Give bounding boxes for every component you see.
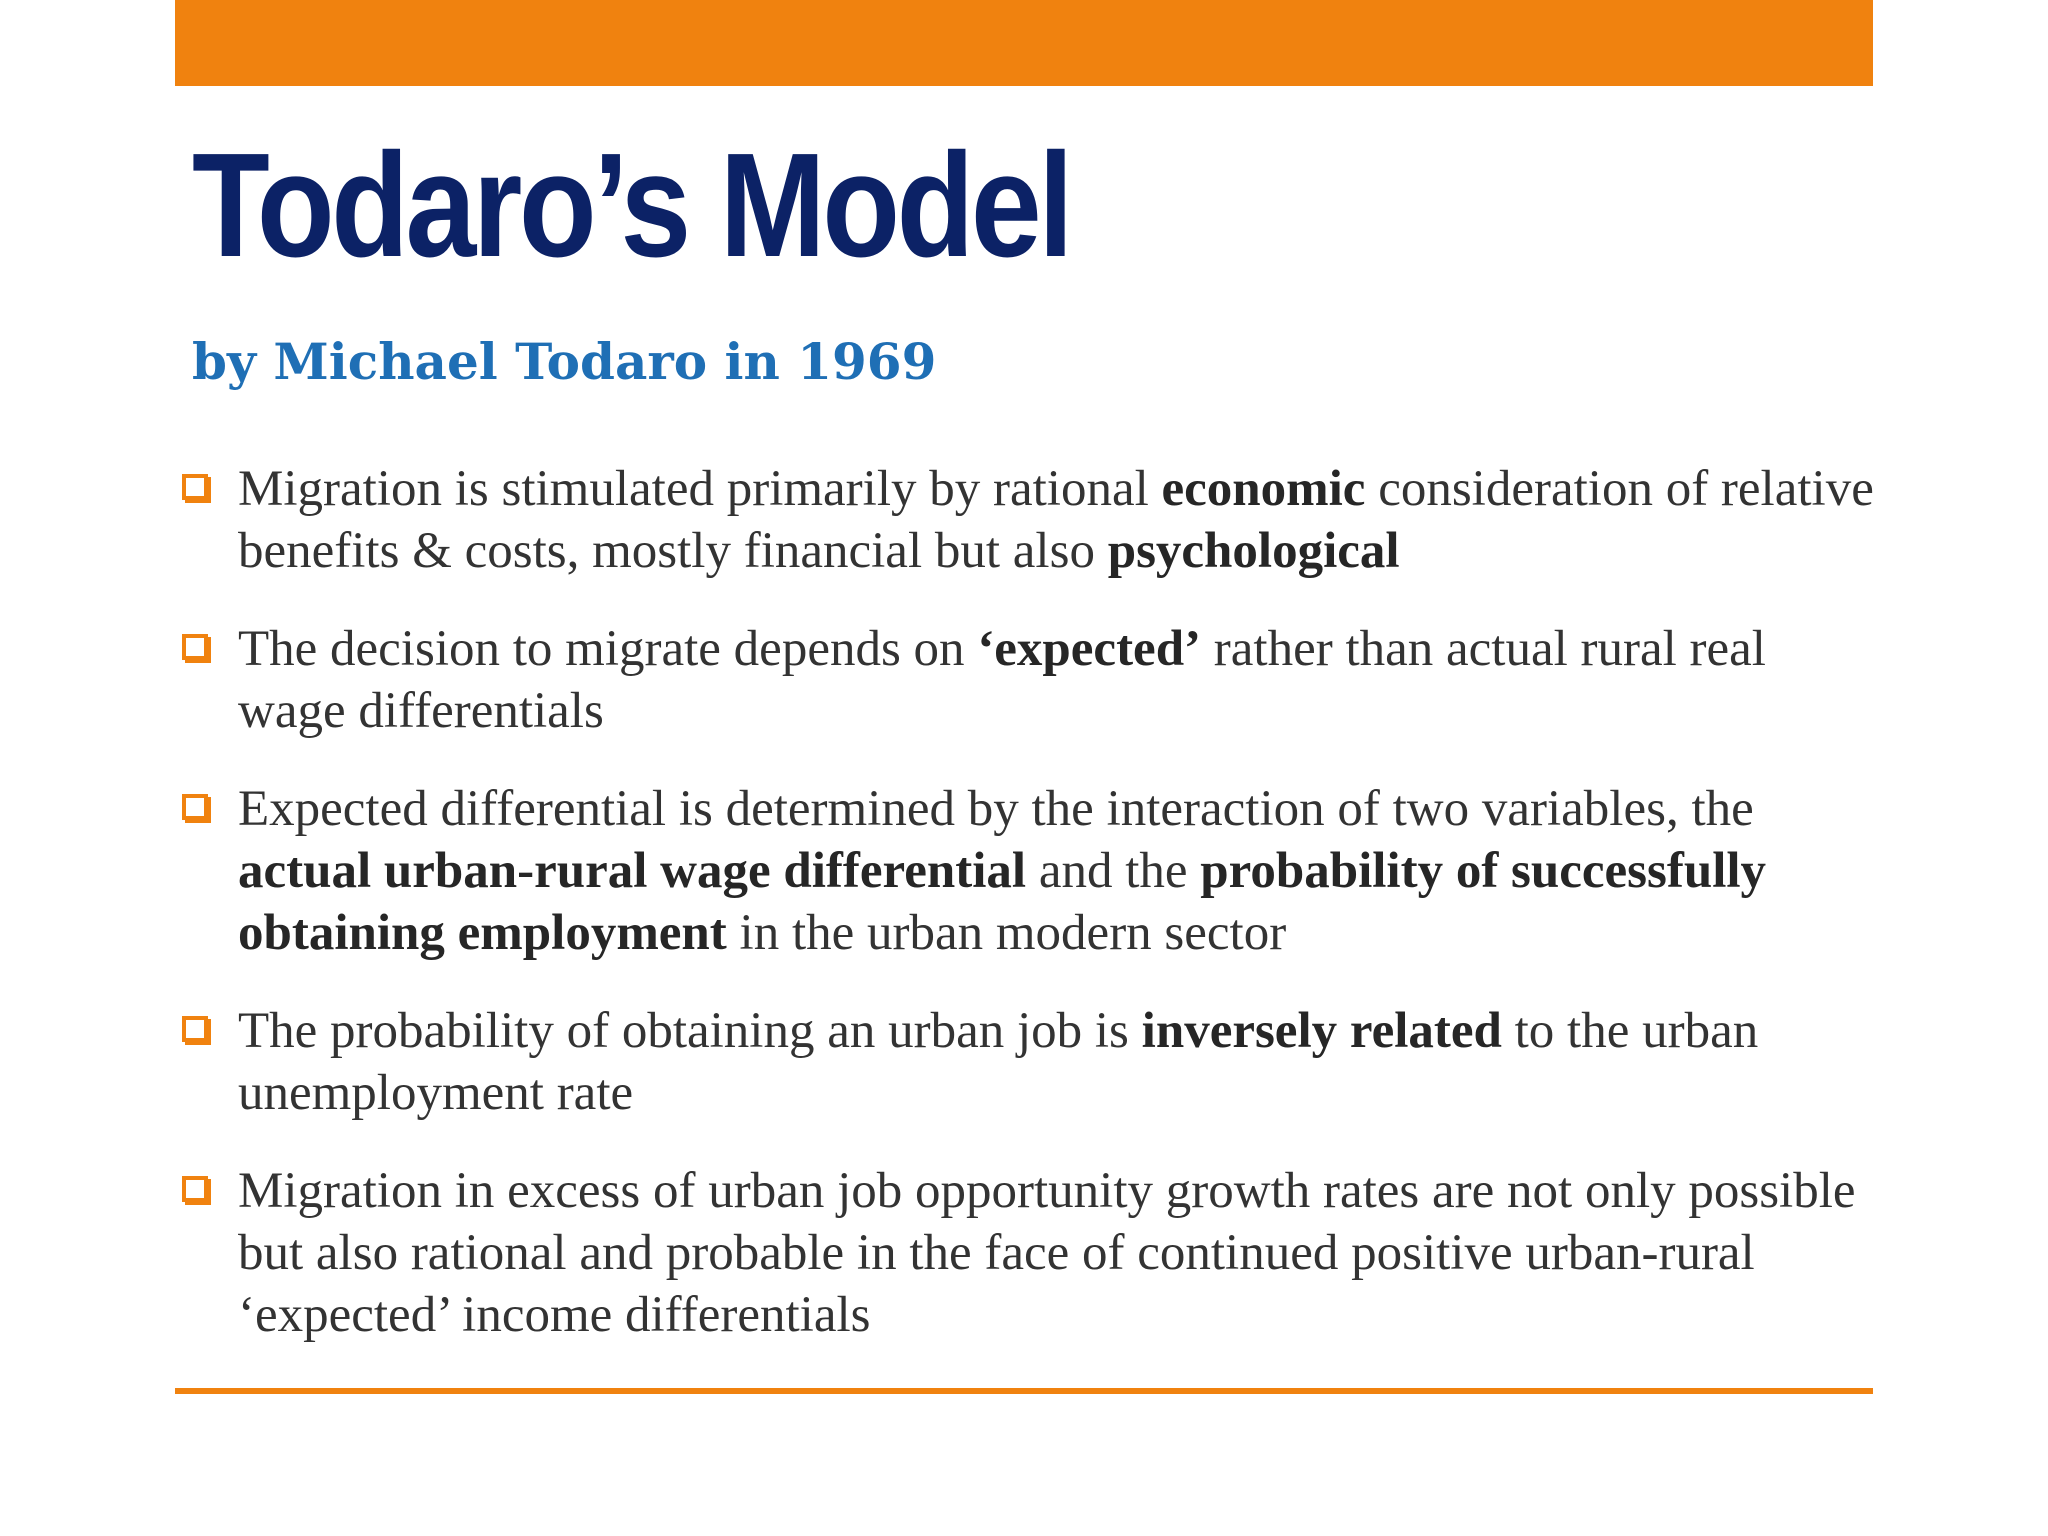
bullet-text: in the urban modern sector xyxy=(726,905,1287,961)
bullet-item xyxy=(175,778,1875,964)
bullet-text: Expected differential is determined by the interaction of two variables, the xyxy=(238,781,1754,837)
slide-title: Todaro’s Model xyxy=(192,123,1071,288)
bullet-item xyxy=(175,618,1875,742)
bullet-list xyxy=(175,458,1875,1382)
square-bullet-icon xyxy=(182,1176,208,1202)
square-bullet-icon xyxy=(182,474,208,500)
bullet-item xyxy=(175,1000,1875,1124)
top-accent-bar xyxy=(175,0,1873,86)
square-bullet-icon xyxy=(182,1016,208,1042)
bullet-emphasis: actual urban-rural wage differential xyxy=(238,843,1027,899)
slide-subtitle: by Michael Todaro in 1969 xyxy=(192,332,937,391)
bullet-emphasis: psychological xyxy=(1107,523,1400,579)
square-bullet-icon xyxy=(182,634,208,660)
bullet-emphasis: economic xyxy=(1161,461,1366,517)
square-bullet-icon xyxy=(182,794,208,820)
bullet-text: to the urban unemployment rate xyxy=(238,1003,1759,1121)
bullet-emphasis: inversely related xyxy=(1141,1003,1502,1059)
bullet-item xyxy=(175,1160,1875,1346)
bullet-item xyxy=(175,458,1875,582)
bullet-text: The decision to migrate depends on xyxy=(238,621,978,677)
bullet-text: consideration of relative benefits & costs, mostly financial but also xyxy=(238,461,1874,579)
bullet-emphasis: probability of successfully obtaining employment xyxy=(238,843,1767,961)
bullet-text: Migration in excess of urban job opportunity growth rates are not only possible but also rational and probable in the face of continued positive urban-rural ‘expected’ income differentials xyxy=(238,1163,1856,1343)
bottom-accent-rule xyxy=(175,1388,1873,1394)
bullet-emphasis: ‘expected’ xyxy=(977,621,1202,677)
bullet-text: rather than actual rural real wage differentials xyxy=(238,621,1766,739)
bullet-text: and the xyxy=(1026,843,1201,899)
bullet-text: The probability of obtaining an urban job is xyxy=(238,1003,1142,1059)
bullet-text: Migration is stimulated primarily by rational xyxy=(238,461,1162,517)
